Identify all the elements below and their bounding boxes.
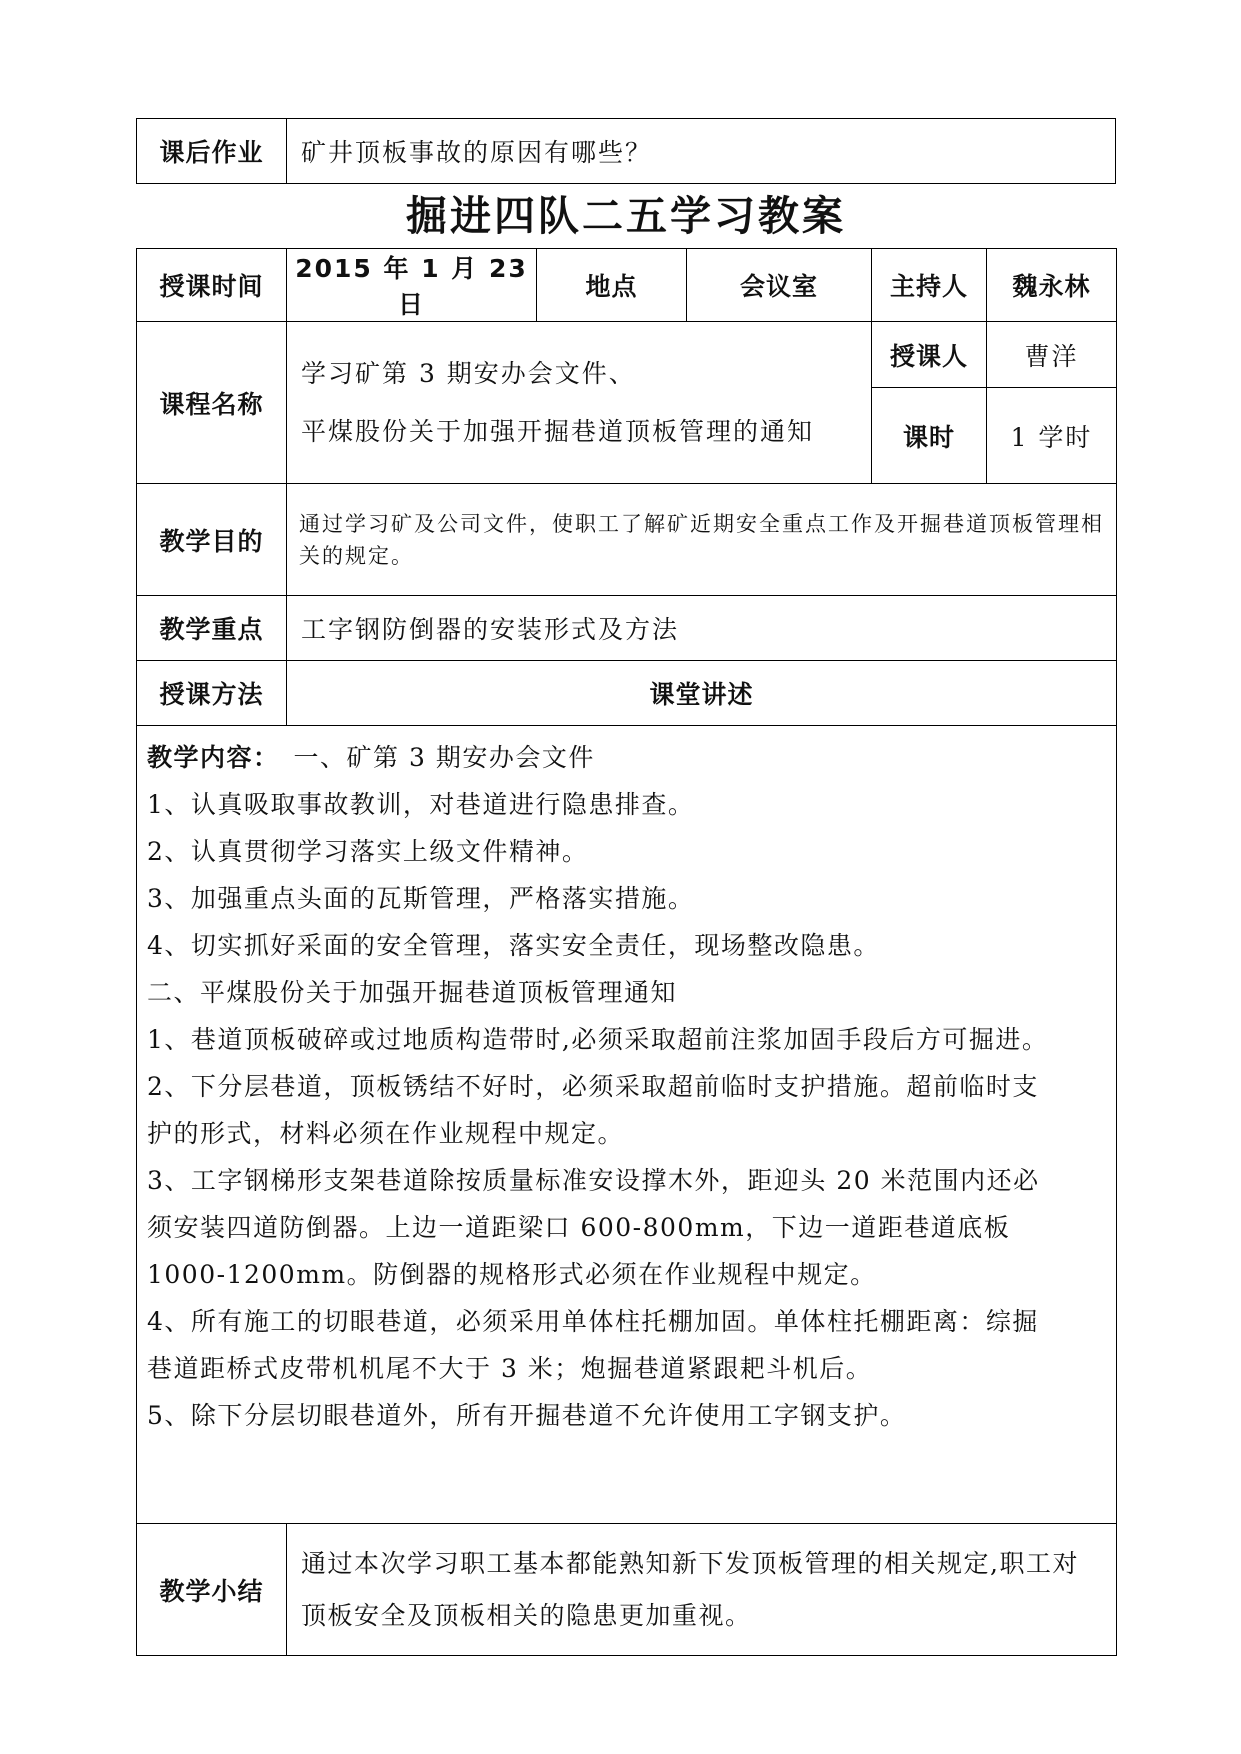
focus-row — [137, 596, 1117, 661]
objective-value: 通过学习矿及公司文件，使职工了解矿近期安全重点工作及开掘巷道顶板管理相关的规定。 — [287, 484, 1117, 596]
place-label: 地点 — [537, 249, 687, 322]
lesson-plan-table — [136, 248, 1117, 1656]
content-line: 2、下分层巷道，顶板锈结不好时，必须采取超前临时支护措施。超前临时支 — [147, 1072, 1039, 1101]
content-line: 1、认真吸取事故教训，对巷道进行隐患排查。 — [147, 790, 695, 819]
content-section-2-title: 二、平煤股份关于加强开掘巷道顶板管理通知 — [147, 978, 678, 1007]
homework-label: 课后作业 — [137, 119, 287, 184]
time-label: 授课时间 — [137, 249, 287, 322]
method-label: 授课方法 — [137, 661, 287, 726]
host-value: 魏永林 — [987, 249, 1117, 322]
content-section-1-title: 一、矿第 3 期安办会文件 — [267, 743, 595, 772]
teacher-value: 曹洋 — [987, 322, 1117, 388]
course-label: 课程名称 — [137, 322, 287, 484]
place-value: 会议室 — [687, 249, 872, 322]
time-place-row — [137, 249, 1117, 322]
focus-value: 工字钢防倒器的安装形式及方法 — [287, 596, 1117, 661]
content-line: 4、切实抓好采面的安全管理，落实安全责任，现场整改隐患。 — [147, 931, 880, 960]
content-line: 3、工字钢梯形支架巷道除按质量标准安设撑木外，距迎头 20 米范围内还必 — [147, 1166, 1040, 1195]
content-line: 1000-1200mm。防倒器的规格形式必须在作业规程中规定。 — [147, 1260, 877, 1289]
content-line: 须安装四道防倒器。上边一道距梁口 600-800mm，下边一道距巷道底板 — [147, 1213, 1011, 1242]
content-line: 2、认真贯彻学习落实上级文件精神。 — [147, 837, 589, 866]
course-name-line-1: 学习矿第 3 期安办会文件、 — [301, 358, 636, 388]
hours-label: 课时 — [872, 388, 987, 484]
course-row — [137, 322, 1117, 388]
method-value: 课堂讲述 — [287, 661, 1117, 726]
document-title: 掘进四队二五学习教案 — [406, 192, 846, 240]
summary-value: 通过本次学习职工基本都能熟知新下发顶板管理的相关规定,职工对顶板安全及顶板相关的隐患更加重视。 — [287, 1524, 1117, 1656]
summary-row — [137, 1524, 1117, 1656]
content-heading: 教学内容： — [147, 743, 268, 772]
host-label: 主持人 — [872, 249, 987, 322]
summary-label: 教学小结 — [137, 1524, 287, 1656]
content-row — [137, 726, 1117, 1524]
homework-value: 矿井顶板事故的原因有哪些？ — [287, 119, 1116, 184]
content-line: 3、加强重点头面的瓦斯管理，严格落实措施。 — [147, 884, 695, 913]
content-line: 5、除下分层切眼巷道外，所有开掘巷道不允许使用工字钢支护。 — [147, 1401, 907, 1430]
objective-label: 教学目的 — [137, 484, 287, 596]
content-line: 巷道距桥式皮带机机尾不大于 3 米；炮掘巷道紧跟耙斗机后。 — [147, 1354, 873, 1383]
content-line: 1、巷道顶板破碎或过地质构造带时,必须采取超前注浆加固手段后方可掘进。 — [147, 1025, 1049, 1054]
content-line: 4、所有施工的切眼巷道，必须采用单体柱托棚加固。单体柱托棚距离：综掘 — [147, 1307, 1039, 1336]
homework-row — [137, 119, 1116, 184]
method-row — [137, 661, 1117, 726]
teaching-content-cell — [137, 726, 1117, 1524]
objective-row — [137, 484, 1117, 596]
teacher-label: 授课人 — [872, 322, 987, 388]
focus-label: 教学重点 — [137, 596, 287, 661]
course-name-line-2: 平煤股份关于加强开掘巷道顶板管理的通知 — [301, 416, 815, 446]
hours-value: 1 学时 — [987, 388, 1117, 484]
time-value: 2015 年 1 月 23 日 — [287, 249, 537, 322]
content-heading-line — [147, 734, 1106, 781]
content-line: 护的形式，材料必须在作业规程中规定。 — [147, 1119, 625, 1148]
homework-table — [136, 118, 1116, 184]
course-name-cell — [287, 322, 872, 484]
